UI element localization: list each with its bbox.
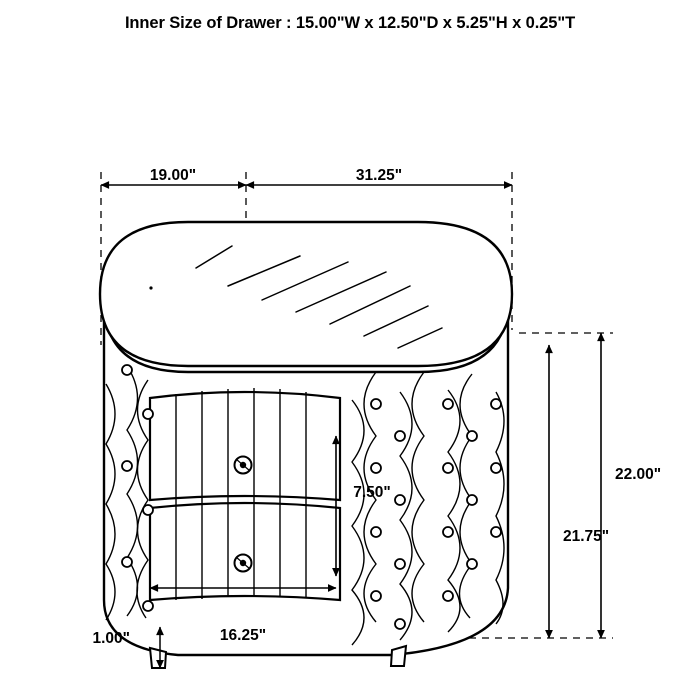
dimension-label-top-right: 31.25" bbox=[355, 167, 403, 184]
dimension-label-drawer-width: 16.25" bbox=[219, 627, 267, 644]
dimension-label-total-height: 22.00" bbox=[615, 466, 662, 483]
drawer-knob-upper[interactable] bbox=[235, 457, 252, 474]
dimension-label-body-height: 21.75" bbox=[563, 528, 610, 545]
drawer-lower[interactable] bbox=[150, 503, 340, 600]
oval-top-surface bbox=[100, 222, 512, 372]
page-title: Inner Size of Drawer : 15.00"W x 12.50"D x 5.25"H x 0.25"T bbox=[124, 14, 576, 32]
drawer-knob-lower[interactable] bbox=[235, 555, 252, 572]
drawer-upper[interactable] bbox=[150, 392, 340, 500]
dimension-label-drawer-height: 7.50" bbox=[353, 484, 391, 501]
dimension-label-leg-height: 1.00" bbox=[92, 630, 130, 647]
dimension-label-top-left: 19.00" bbox=[149, 167, 197, 184]
